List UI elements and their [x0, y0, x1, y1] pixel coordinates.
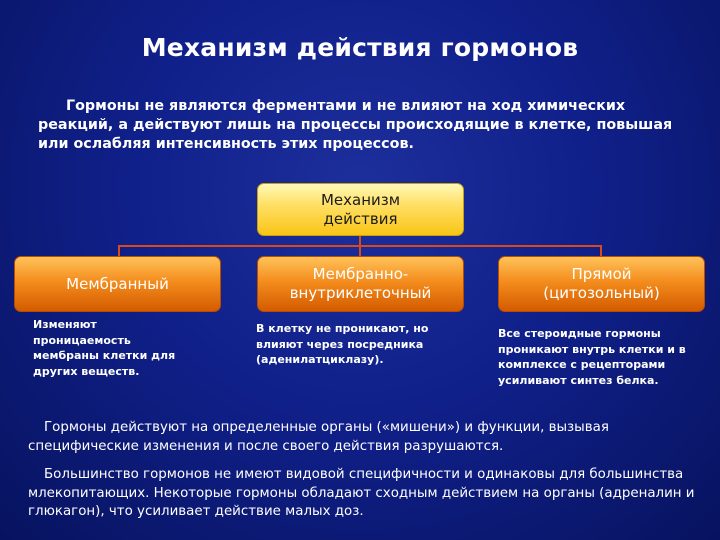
category-box-membrane	[14, 256, 221, 312]
mechanism-root-box	[257, 183, 464, 236]
category-description-membrane: Изменяют проницаемость мембраны клетки для других веществ.	[33, 318, 176, 378]
slide-title: Механизм действия гормонов	[141, 33, 579, 62]
category-label-membrane: Мембранный	[66, 274, 169, 293]
category-box-direct	[498, 256, 705, 312]
paragraph-specificity: Большинство гормонов не имеют видовой специфичности и одинаковы для большинства млекопитающих. Некоторые гормоны обладают сходным действием на органы (адреналин и глюкагон), что усиливает действие малых доз.	[28, 467, 695, 519]
mechanism-root-label: Механизм действия	[320, 190, 401, 228]
paragraph-targets: Гормоны действуют на определенные органы («мишени») и функции, вызывая специфические изменения и после своего действия разрушаются.	[28, 420, 609, 454]
category-box-membrane-intracellular	[257, 256, 464, 312]
intro-text: Гормоны не являются ферментами и не влияют на ход химических реакций, а действуют лишь на процессы происходящие в клетке, повышая или ослабляя интенсивность этих процессов.	[38, 98, 673, 152]
category-description-direct: Все стероидные гормоны проникают внутрь клетки и в комплексе с рецепторами усиливают синтез белка.	[498, 327, 686, 387]
category-description-membrane-intracellular: В клетку не проникают, но влияют через посредника (аденилатциклазу).	[256, 322, 429, 366]
category-label-membrane-intracellular: Мембранно-внутриклеточный	[289, 265, 432, 302]
category-label-direct: Прямой (цитозольный)	[543, 265, 660, 302]
